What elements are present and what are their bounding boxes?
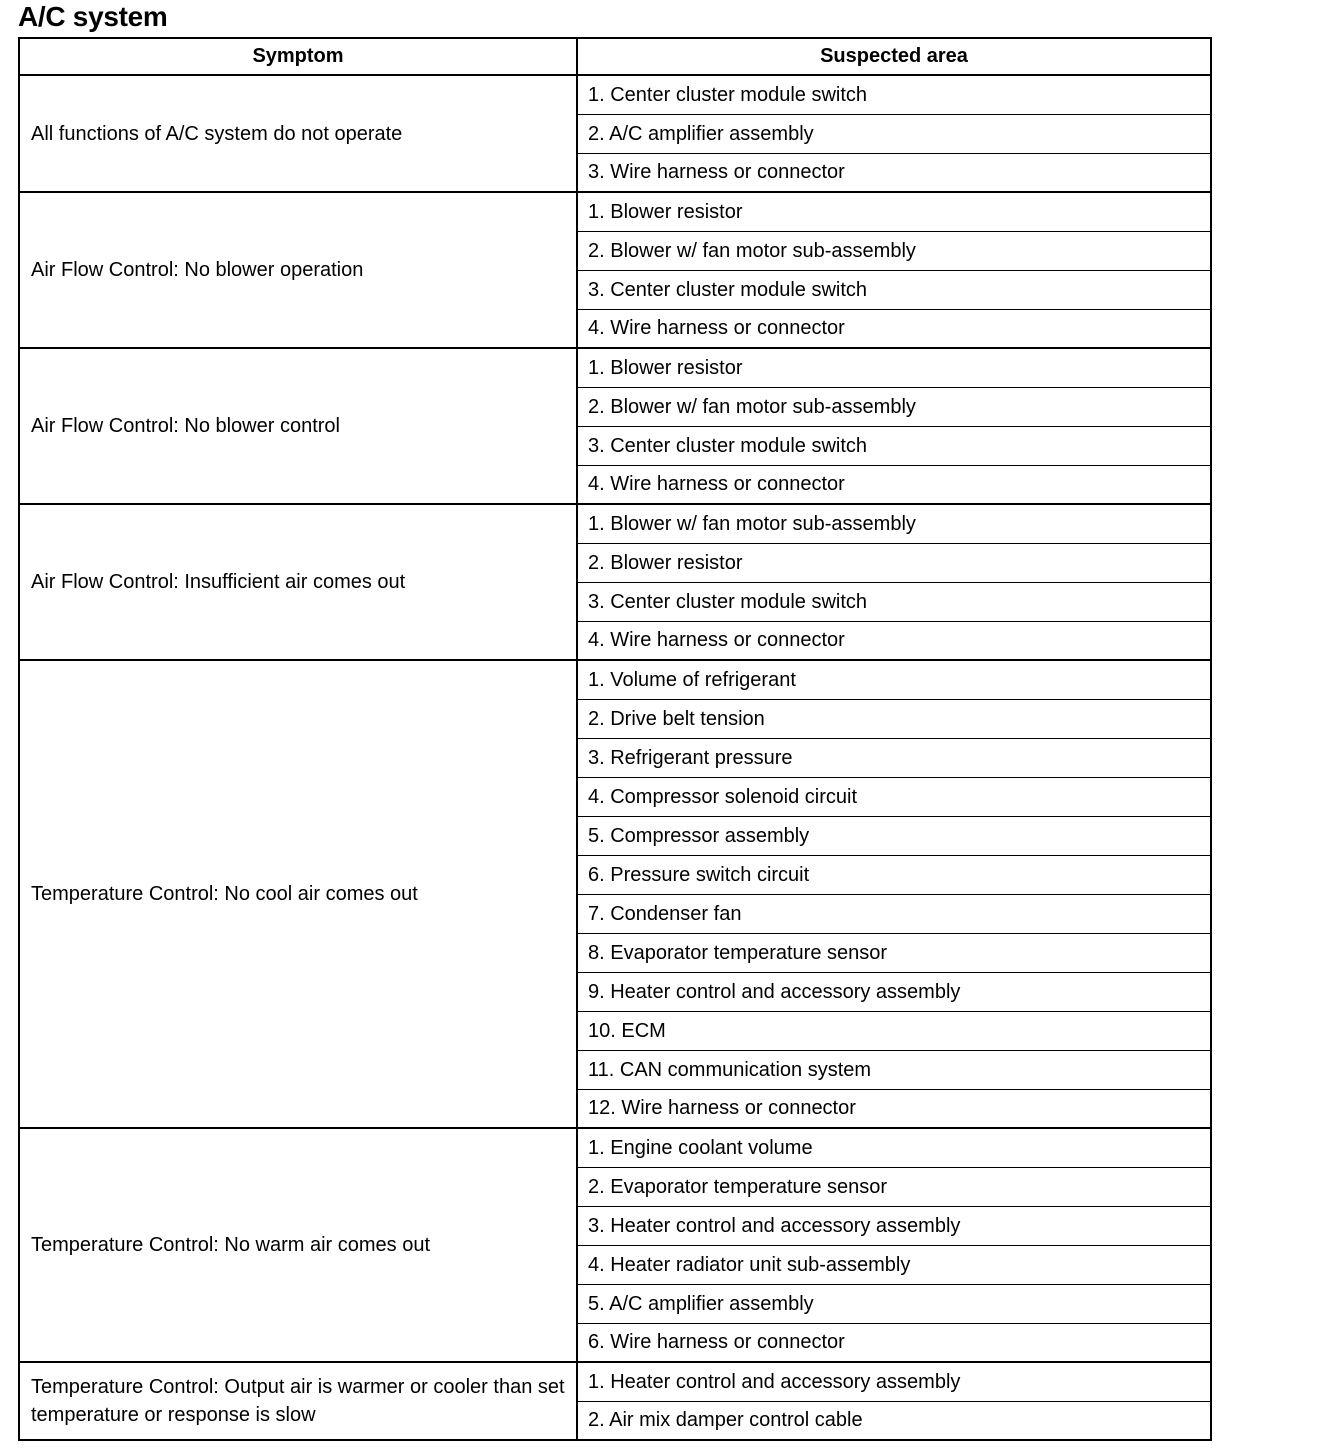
- suspected-area-cell: 3. Center cluster module switch: [577, 270, 1211, 309]
- suspected-area-cell: 6. Pressure switch circuit: [577, 855, 1211, 894]
- symptom-cell: Air Flow Control: No blower operation: [19, 192, 577, 348]
- suspected-area-cell: 1. Center cluster module switch: [577, 75, 1211, 114]
- suspected-area-cell: 10. ECM: [577, 1011, 1211, 1050]
- suspected-area-cell: 11. CAN communication system: [577, 1050, 1211, 1089]
- suspected-area-cell: 2. Drive belt tension: [577, 699, 1211, 738]
- suspected-area-cell: 2. Evaporator temperature sensor: [577, 1167, 1211, 1206]
- table-header-row: [19, 38, 1211, 75]
- suspected-area-cell: 4. Heater radiator unit sub-assembly: [577, 1245, 1211, 1284]
- suspected-area-cell: 12. Wire harness or connector: [577, 1089, 1211, 1128]
- table-row: [19, 1128, 1211, 1167]
- suspected-area-cell: 2. Blower w/ fan motor sub-assembly: [577, 387, 1211, 426]
- suspected-area-cell: 2. A/C amplifier assembly: [577, 114, 1211, 153]
- suspected-area-cell: 3. Center cluster module switch: [577, 426, 1211, 465]
- header-suspected-area: Suspected area: [577, 38, 1211, 75]
- symptom-cell: Temperature Control: No warm air comes out: [19, 1128, 577, 1362]
- table-row: [19, 192, 1211, 231]
- suspected-area-cell: 4. Wire harness or connector: [577, 465, 1211, 504]
- suspected-area-cell: 8. Evaporator temperature sensor: [577, 933, 1211, 972]
- suspected-area-cell: 1. Blower resistor: [577, 348, 1211, 387]
- suspected-area-cell: 1. Heater control and accessory assembly: [577, 1362, 1211, 1401]
- suspected-area-cell: 4. Wire harness or connector: [577, 309, 1211, 348]
- symptom-cell: All functions of A/C system do not operate: [19, 75, 577, 192]
- header-symptom: Symptom: [19, 38, 577, 75]
- table-row: [19, 348, 1211, 387]
- table-row: [19, 504, 1211, 543]
- table-row: [19, 1362, 1211, 1401]
- suspected-area-cell: 2. Blower resistor: [577, 543, 1211, 582]
- suspected-area-cell: 3. Heater control and accessory assembly: [577, 1206, 1211, 1245]
- symptom-cell: Temperature Control: Output air is warmer or cooler than set temperature or response is slow: [19, 1362, 577, 1440]
- suspected-area-cell: 7. Condenser fan: [577, 894, 1211, 933]
- symptom-table: [18, 37, 1212, 1441]
- suspected-area-cell: 3. Center cluster module switch: [577, 582, 1211, 621]
- suspected-area-cell: 1. Volume of refrigerant: [577, 660, 1211, 699]
- suspected-area-cell: 3. Wire harness or connector: [577, 153, 1211, 192]
- symptom-cell: Air Flow Control: Insufficient air comes out: [19, 504, 577, 660]
- suspected-area-cell: 2. Air mix damper control cable: [577, 1401, 1211, 1440]
- page-title: A/C system: [18, 1, 168, 32]
- suspected-area-cell: 9. Heater control and accessory assembly: [577, 972, 1211, 1011]
- suspected-area-cell: 6. Wire harness or connector: [577, 1323, 1211, 1362]
- suspected-area-cell: 3. Refrigerant pressure: [577, 738, 1211, 777]
- suspected-area-cell: 2. Blower w/ fan motor sub-assembly: [577, 231, 1211, 270]
- table-row: [19, 660, 1211, 699]
- suspected-area-cell: 5. A/C amplifier assembly: [577, 1284, 1211, 1323]
- symptom-cell: Air Flow Control: No blower control: [19, 348, 577, 504]
- suspected-area-cell: 1. Blower w/ fan motor sub-assembly: [577, 504, 1211, 543]
- table-body: [19, 75, 1211, 1440]
- symptom-cell: Temperature Control: No cool air comes out: [19, 660, 577, 1128]
- suspected-area-cell: 1. Engine coolant volume: [577, 1128, 1211, 1167]
- suspected-area-cell: 5. Compressor assembly: [577, 816, 1211, 855]
- suspected-area-cell: 1. Blower resistor: [577, 192, 1211, 231]
- suspected-area-cell: 4. Wire harness or connector: [577, 621, 1211, 660]
- table-row: [19, 75, 1211, 114]
- suspected-area-cell: 4. Compressor solenoid circuit: [577, 777, 1211, 816]
